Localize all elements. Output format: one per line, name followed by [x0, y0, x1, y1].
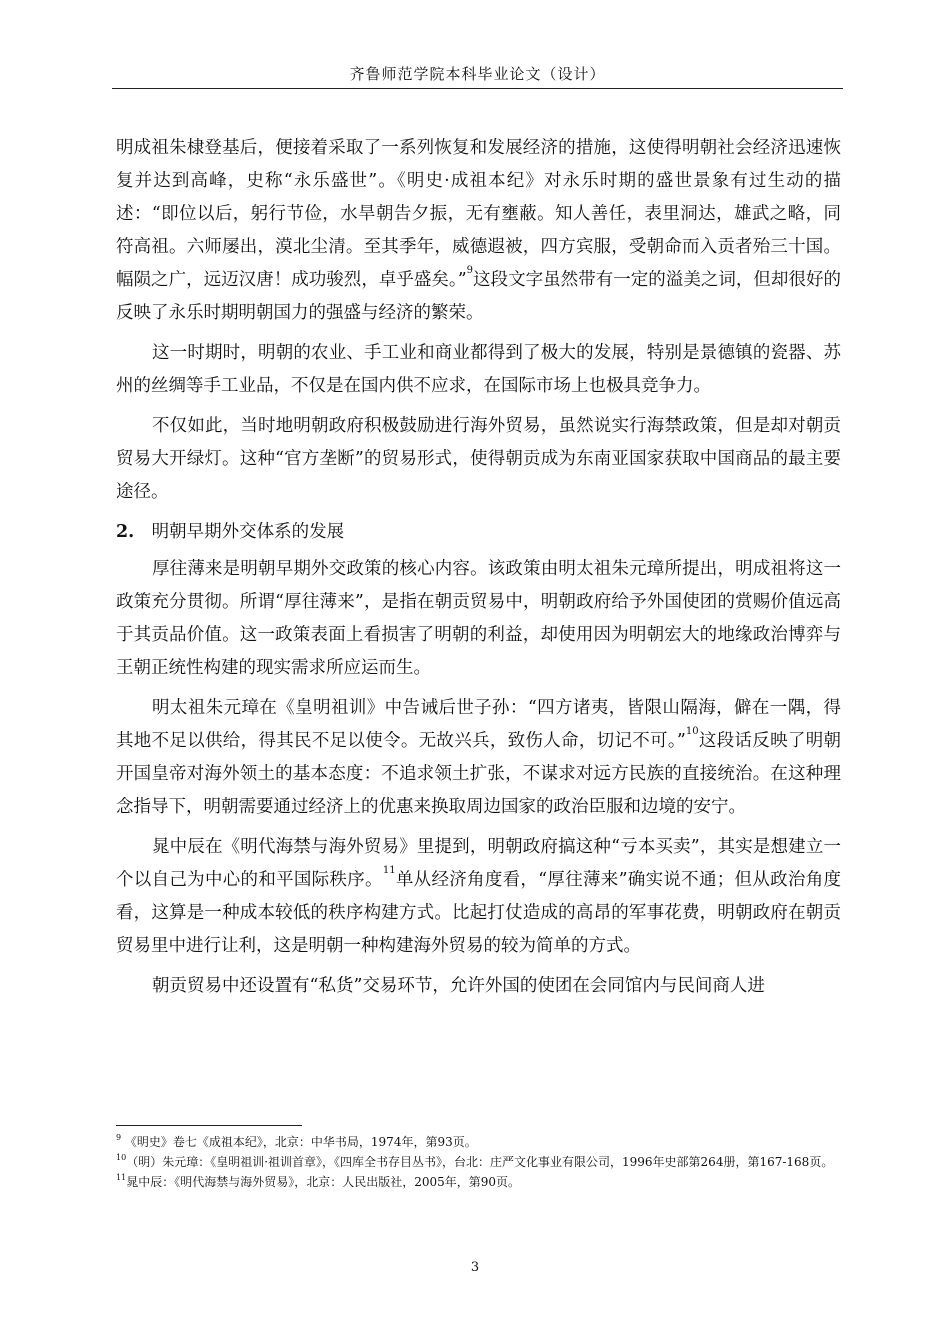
page-number: 3: [470, 1260, 480, 1275]
footnote-ref[interactable]: 11: [382, 865, 396, 876]
section-title: 明朝早期外交体系的发展: [151, 522, 345, 542]
paragraph: 明成祖朱棣登基后，便接着采取了一系列恢复和发展经济的措施，这使得明朝社会经济迅速恢复并达到高峰，史称“永乐盛世”。《明史·成祖本纪》对永乐时期的盛世景象有过生动的描述：“即位以后，躬行节俭，水旱朝告夕振，无有壅蔽。知人善任，表里洞达，雄武之略，同符高祖。六师屡出，漠北尘清。至其季年，威德遐被，四方宾服，受朝命而入贡者殆三十国。幅陨之广，远迈汉唐！成功骏烈，卓乎盛矣。”$^9$这段文字虽然带有一定的溢美之词，但却很好的反映了永乐时期明朝国力的强盛与经济的繁荣。: [116, 138, 842, 323]
footnote-ref[interactable]: 9: [466, 265, 474, 276]
footnote: $^{11}$晁中辰：《明代海禁与海外贸易》，北京：人民出版社，2005年，第90页。: [116, 1173, 520, 1189]
paragraph: 厚往薄来是明朝早期外交政策的核心内容。该政策由明太祖朱元璋所提出，明成祖将这一政策充分贯彻。所谓“厚往薄来”，是指在朝贡贸易中，明朝政府给予外国使团的赏赐价值远高于其贡品价值。这一政策表面上看损害了明朝的利益，却使用因为明朝宏大的地缘政治博弈与王朝正统性构建的现实需求所应运而生。: [116, 559, 841, 678]
header-title: 齐鲁师范学院本科毕业论文（设计）: [349, 65, 606, 83]
body-text: [116, 132, 841, 1003]
paragraph: 不仅如此，当时地明朝政府积极鼓励进行海外贸易，虽然说实行海禁政策，但是却对朝贡贸易大开绿灯。这种“官方垄断”的贸易形式，使得朝贡成为东南亚国家获取中国商品的最主要途径。: [116, 416, 841, 502]
footnotes: [116, 1133, 841, 1193]
footnote-divider: [116, 1125, 302, 1126]
section-number: 2.: [116, 522, 135, 542]
paragraph: 明太祖朱元璋在《皇明祖训》中告诫后世子孙：“四方诸夷，皆限山隔海，僻在一隅，得其地不足以供给，得其民不足以使令。无故兴兵，致伤人命，切记不可。”$^{10}$这段话反映了明朝开国皇帝对海外领土的基本态度：不追求领土扩张，不谋求对远方民族的直接统治。在这种理念指导下，明朝需要通过经济上的优惠来换取周边国家的政治臣服和边境的安宁。: [116, 698, 842, 817]
paragraph: 晁中辰在《明代海禁与海外贸易》里提到，明朝政府搞这种“亏本买卖”，其实是想建立一个以自己为中心的和平国际秩序。$^{11}$单从经济角度看，“厚往薄来”确实说不通；但从政治角度看，这算是一种成本较低的秩序构建方式。比起打仗造成的高昂的军事花费，明朝政府在朝贡贸易里中进行让利，这是明朝一种构建海外贸易的较为简单的方式。: [116, 837, 841, 956]
paragraph: 朝贡贸易中还设置有“私货”交易环节，允许外国的使团在会同馆内与民间商人进: [152, 976, 765, 996]
section-heading: [116, 513, 841, 551]
footnote-mark: 10: [116, 1153, 127, 1162]
footnote: $^9$ 《明史》卷七《成祖本纪》，北京：中华书局，1974年，第93页。: [116, 1133, 477, 1149]
page-header: [112, 62, 843, 89]
paragraph: 这一时期时，明朝的农业、手工业和商业都得到了极大的发展，特别是景德镇的瓷器、苏州的丝绸等手工业品，不仅是在国内供不应求，在国际市场上也极具竞争力。: [116, 343, 841, 396]
footnote-mark: 9: [116, 1133, 122, 1142]
footnote-ref[interactable]: 10: [685, 726, 699, 737]
footnote-mark: 11: [116, 1173, 127, 1182]
footnote: $^{10}$（明）朱元璋：《皇明祖训·祖训首章》，《四库全书存目丛书》，台北：庄严文化事业有限公司，1996年史部第264册，第167-168页。: [116, 1153, 834, 1169]
